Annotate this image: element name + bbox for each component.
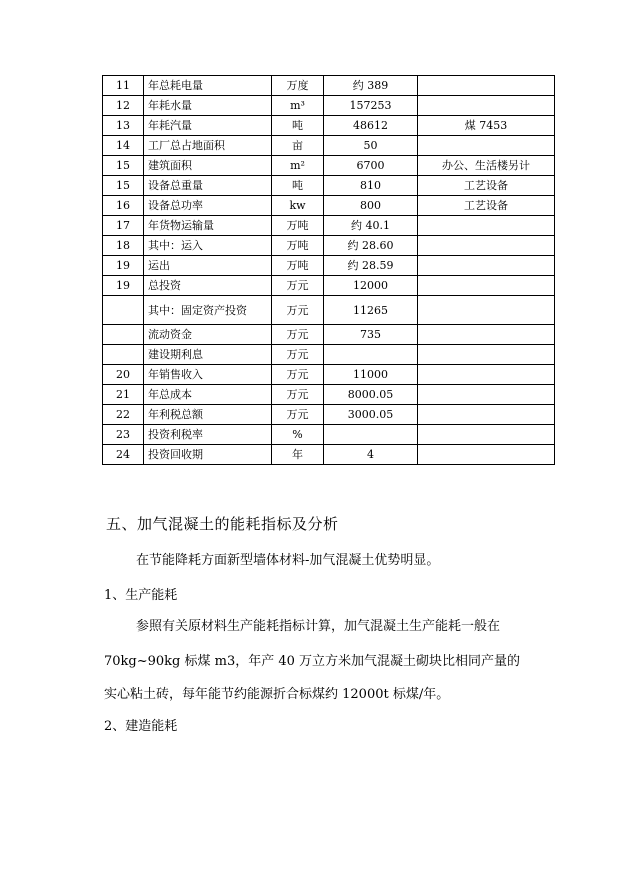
item-name: 建筑面积	[144, 156, 272, 176]
value-cell	[324, 425, 418, 445]
table-row	[103, 276, 555, 296]
row-number: 19	[103, 276, 144, 296]
item-name: 投资利税率	[144, 425, 272, 445]
table-row	[103, 196, 555, 216]
note-cell	[418, 385, 555, 405]
note-cell	[418, 405, 555, 425]
table-row	[103, 76, 555, 96]
intro-paragraph: 在节能降耗方面新型墙体材料-加气混凝土优势明显。	[136, 553, 440, 568]
note-cell	[418, 96, 555, 116]
item-name: 流动资金	[144, 325, 272, 345]
row-number: 24	[103, 445, 144, 465]
table-row	[103, 156, 555, 176]
row-number: 17	[103, 216, 144, 236]
value-cell: 8000.05	[324, 385, 418, 405]
row-number: 15	[103, 176, 144, 196]
note-cell: 工艺设备	[418, 176, 555, 196]
item-name: 其中：固定资产投资	[144, 296, 272, 325]
item-name: 总投资	[144, 276, 272, 296]
note-cell	[418, 325, 555, 345]
table-row	[103, 365, 555, 385]
value-cell: 3000.05	[324, 405, 418, 425]
table-row	[103, 296, 555, 325]
value-cell: 735	[324, 325, 418, 345]
note-cell: 办公、生活楼另计	[418, 156, 555, 176]
item-name: 投资回收期	[144, 445, 272, 465]
unit-cell: 万元	[272, 325, 324, 345]
note-cell	[418, 425, 555, 445]
note-cell	[418, 345, 555, 365]
value-cell: 810	[324, 176, 418, 196]
value-cell: 约 28.60	[324, 236, 418, 256]
item-name: 设备总功率	[144, 196, 272, 216]
subheading-construction-energy: 2、建造能耗	[104, 719, 178, 734]
item-name: 其中：运入	[144, 236, 272, 256]
item-name: 年耗水量	[144, 96, 272, 116]
row-number: 23	[103, 425, 144, 445]
note-cell	[418, 276, 555, 296]
note-cell	[418, 445, 555, 465]
note-cell	[418, 76, 555, 96]
row-number	[103, 296, 144, 325]
unit-cell: 亩	[272, 136, 324, 156]
project-indicator-table	[102, 75, 555, 465]
value-cell: 4	[324, 445, 418, 465]
table-row	[103, 385, 555, 405]
unit-cell: m²	[272, 156, 324, 176]
table-row	[103, 405, 555, 425]
table-row	[103, 345, 555, 365]
row-number: 15	[103, 156, 144, 176]
table-row	[103, 445, 555, 465]
unit-cell: kw	[272, 196, 324, 216]
paragraph-line-2: 70kg~90kg 标煤 m3，年产 40 万立方米加气混凝土砌块比相同产量的	[104, 654, 521, 669]
subheading-production-energy: 1、生产能耗	[104, 588, 178, 603]
note-cell: 工艺设备	[418, 196, 555, 216]
unit-cell: 万元	[272, 296, 324, 325]
item-name: 工厂总占地面积	[144, 136, 272, 156]
item-name: 年总耗电量	[144, 76, 272, 96]
table-row	[103, 216, 555, 236]
row-number: 13	[103, 116, 144, 136]
item-name: 建设期利息	[144, 345, 272, 365]
table-row	[103, 236, 555, 256]
value-cell: 157253	[324, 96, 418, 116]
unit-cell: 吨	[272, 176, 324, 196]
unit-cell: 万度	[272, 76, 324, 96]
note-cell	[418, 136, 555, 156]
unit-cell: m³	[272, 96, 324, 116]
row-number: 18	[103, 236, 144, 256]
unit-cell: 万元	[272, 276, 324, 296]
note-cell	[418, 236, 555, 256]
unit-cell: 吨	[272, 116, 324, 136]
row-number: 11	[103, 76, 144, 96]
table-row	[103, 96, 555, 116]
row-number: 19	[103, 256, 144, 276]
unit-cell: 万元	[272, 365, 324, 385]
note-cell	[418, 256, 555, 276]
item-name: 设备总重量	[144, 176, 272, 196]
note-cell	[418, 365, 555, 385]
value-cell	[324, 345, 418, 365]
unit-cell: 万元	[272, 385, 324, 405]
table-row	[103, 116, 555, 136]
value-cell: 11000	[324, 365, 418, 385]
row-number: 12	[103, 96, 144, 116]
row-number: 22	[103, 405, 144, 425]
unit-cell: 万元	[272, 345, 324, 365]
table-row	[103, 425, 555, 445]
table-row	[103, 325, 555, 345]
note-cell: 煤 7453	[418, 116, 555, 136]
value-cell: 50	[324, 136, 418, 156]
table-row	[103, 176, 555, 196]
unit-cell: 万吨	[272, 236, 324, 256]
unit-cell: 万吨	[272, 256, 324, 276]
value-cell: 48612	[324, 116, 418, 136]
row-number	[103, 325, 144, 345]
unit-cell: %	[272, 425, 324, 445]
table-row	[103, 256, 555, 276]
value-cell: 12000	[324, 276, 418, 296]
item-name: 年利税总额	[144, 405, 272, 425]
value-cell: 6700	[324, 156, 418, 176]
value-cell: 800	[324, 196, 418, 216]
item-name: 年销售收入	[144, 365, 272, 385]
section-heading: 五、加气混凝土的能耗指标及分析	[106, 515, 339, 533]
row-number: 16	[103, 196, 144, 216]
item-name: 年总成本	[144, 385, 272, 405]
row-number	[103, 345, 144, 365]
row-number: 14	[103, 136, 144, 156]
row-number: 20	[103, 365, 144, 385]
value-cell: 11265	[324, 296, 418, 325]
note-cell	[418, 296, 555, 325]
row-number: 21	[103, 385, 144, 405]
unit-cell: 万元	[272, 405, 324, 425]
value-cell: 约 28.59	[324, 256, 418, 276]
value-cell: 约 40.1	[324, 216, 418, 236]
note-cell	[418, 216, 555, 236]
item-name: 运出	[144, 256, 272, 276]
unit-cell: 年	[272, 445, 324, 465]
item-name: 年耗汽量	[144, 116, 272, 136]
paragraph-line-3: 实心粘土砖，每年能节约能源折合标煤约 12000t 标煤/年。	[104, 687, 450, 702]
item-name: 年货物运输量	[144, 216, 272, 236]
table-row	[103, 136, 555, 156]
value-cell: 约 389	[324, 76, 418, 96]
unit-cell: 万吨	[272, 216, 324, 236]
paragraph-line-1: 参照有关原材料生产能耗指标计算，加气混凝土生产能耗一般在	[136, 619, 501, 634]
